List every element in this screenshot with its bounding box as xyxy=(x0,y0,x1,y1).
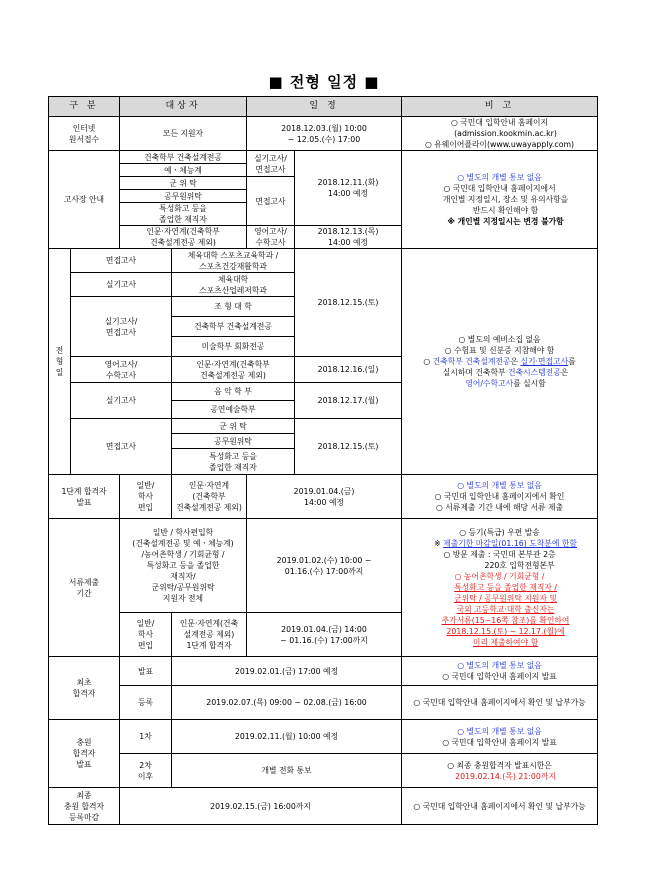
exam-notes: ○ 별도의 예비소집 없음 ○ 수험표 및 신분증 지참해야 함 ○ 건축학부 건축설계전공은 실기·면접고사를 실시하며 건축학부 건축시스템전공은 영어/수학고사를 실시함 xyxy=(402,249,598,475)
documents-schedule: 2019.01.04.(금) 14:00 ~ 01.16.(수) 17:00까지 xyxy=(247,613,402,657)
application-notes: ○ 국민대 입학안내 홈페이지 (admission.kookmin.ac.kr) ○ 유웨이어플라이(www.uwayapply.com) xyxy=(402,117,598,151)
table-header-row xyxy=(49,97,598,117)
page-title: ■ 전형 일정 ■ xyxy=(268,73,380,91)
exam-target: 공무원위탁 xyxy=(172,434,295,449)
exam-type: 실기고사 xyxy=(71,383,172,419)
exam-target: 조 형 대 학 xyxy=(172,297,295,317)
documents-target: 일반 / 학사편입학 (건축설계전공 및 예ㆍ체능계) /농어촌학생 / 기회균형 / 특성화고 등을 졸업한 재직자/ 군위탁/공무원위탁 지원자 전체 xyxy=(120,519,247,613)
exam-target: 특성화고 등을 졸업한 재직자 xyxy=(172,449,295,475)
venue-type: 면접고사 xyxy=(247,177,295,226)
exam-target: 체육대학 스포츠교육학과 / 스포츠건강재활학과 xyxy=(172,249,295,273)
additional-type: 2차 이후 xyxy=(120,754,172,788)
exam-type: 실기고사/ 면접고사 xyxy=(71,297,172,357)
final-notes: ○ 별도의 개별 통보 없음 ○ 국민대 입학안내 홈페이지 발표 xyxy=(402,657,598,686)
venue-target: 건축학부 건축설계전공 xyxy=(120,151,247,164)
exam-type: 영어고사/ 수학고사 xyxy=(71,357,172,383)
exam-target: 인문·자연계(건축학부 건축설계전공 제외) xyxy=(172,357,295,383)
table-row-final xyxy=(49,657,598,686)
application-schedule: 2018.12.03.(월) 10:00 ~ 12.05.(수) 17:00 xyxy=(247,117,402,151)
header-schedule: 일 정 xyxy=(247,97,402,117)
table-row-deadline xyxy=(49,788,598,825)
table-row-final xyxy=(49,686,598,720)
venue-target: 인문·자연계(건축학부 건축설계전공 제외) xyxy=(120,226,247,249)
additional-schedule: 개별 전화 통보 xyxy=(172,754,402,788)
exam-type: 실기고사 xyxy=(71,273,172,297)
exam-target: 음 악 학 부 xyxy=(172,383,295,401)
stage1-type: 일반/ 학사 편입 xyxy=(120,475,172,519)
final-category: 최초 합격자 xyxy=(49,657,120,720)
documents-schedule: 2019.01.02.(수) 10:00 ~ 01.16.(수) 17:00까지 xyxy=(247,519,402,613)
exam-target: 미술학부 회화전공 xyxy=(172,337,295,357)
deadline-notes: ○ 국민대 입학안내 홈페이지에서 확인 및 납부가능 xyxy=(402,788,598,825)
exam-schedule: 2018.12.15.(토) xyxy=(295,419,402,475)
venue-type: 영어고사/ 수학고사 xyxy=(247,226,295,249)
application-category: 인터넷 원서접수 xyxy=(49,117,120,151)
table-row-application xyxy=(49,117,598,151)
final-schedule: 2019.02.01.(금) 17:00 예정 xyxy=(172,657,402,686)
header-target: 대상자 xyxy=(120,97,247,117)
venue-target: 공무원위탁 xyxy=(120,190,247,203)
exam-schedule: 2018.12.15.(토) xyxy=(295,249,402,357)
header-category: 구 분 xyxy=(49,97,120,117)
venue-schedule: 2018.12.11.(화) 14:00 예정 xyxy=(295,151,402,226)
final-schedule: 2019.02.07.(목) 09:00 ~ 02.08.(금) 16:00 xyxy=(172,686,402,720)
exam-type: 면접고사 xyxy=(71,249,172,273)
stage1-category: 1단계 합격자 발표 xyxy=(49,475,120,519)
venue-target: 군 위 탁 xyxy=(120,177,247,190)
venue-schedule: 2018.12.13.(목) 14:00 예정 xyxy=(295,226,402,249)
additional-notes: ○ 별도의 개별 통보 없음 ○ 국민대 입학안내 홈페이지 발표 xyxy=(402,720,598,754)
exam-target: 체육대학 스포츠산업레저학과 xyxy=(172,273,295,297)
exam-target: 공연예술학부 xyxy=(172,401,295,419)
exam-type: 면접고사 xyxy=(71,419,172,475)
additional-schedule: 2019.02.11.(월) 10:00 예정 xyxy=(172,720,402,754)
deadline-schedule: 2019.02.15.(금) 16:00까지 xyxy=(120,788,402,825)
stage1-notes: ○ 별도의 개별 통보 없음 ○ 국민대 입학안내 홈페이지에서 확인 ○ 서류제출 기간 내에 해당 서류 제출 xyxy=(402,475,598,519)
stage1-schedule: 2019.01.04.(금) 14:00 예정 xyxy=(247,475,402,519)
exam-target: 건축학부 건축설계전공 xyxy=(172,317,295,337)
table-row-additional xyxy=(49,754,598,788)
table-row-stage1 xyxy=(49,475,598,519)
exam-schedule: 2018.12.17.(월) xyxy=(295,383,402,419)
stage1-target: 인문·자연계 (건축학부 건축설계전공 제외) xyxy=(172,475,247,519)
application-target: 모든 지원자 xyxy=(120,117,247,151)
table-row-documents xyxy=(49,519,598,613)
schedule-table xyxy=(48,96,598,825)
documents-target: 인문·자연계(건축 설계전공 제외) 1단계 합격자 xyxy=(172,613,247,657)
header-notes: 비 고 xyxy=(402,97,598,117)
venue-category: 고사장 안내 xyxy=(49,151,120,249)
additional-notes: ○ 최종 충원합격자 발표시한은 2019.02.14.(목) 21:00까지 xyxy=(402,754,598,788)
venue-target: 예ㆍ체능계 xyxy=(120,164,247,177)
table-row-exam xyxy=(49,249,598,273)
final-type: 등록 xyxy=(120,686,172,720)
table-row-venue xyxy=(49,151,598,164)
venue-notes: ○ 별도의 개별 통보 없음 ○ 국민대 입학안내 홈페이지에서 개인별 지정일시, 장소 및 유의사항을 반드시 확인해야 함 ※ 개인별 지정일시는 변경 불가함 xyxy=(402,151,598,249)
additional-category: 충원 합격자 발표 xyxy=(49,720,120,788)
exam-schedule: 2018.12.16.(일) xyxy=(295,357,402,383)
venue-target: 특성화고 등을 졸업한 재직자 xyxy=(120,203,247,226)
additional-type: 1차 xyxy=(120,720,172,754)
venue-type: 실기고사/ 면접고사 xyxy=(247,151,295,177)
documents-type: 일반/ 학사 편입 xyxy=(120,613,172,657)
deadline-category: 최종 충원 합격자 등록마감 xyxy=(49,788,120,825)
exam-target: 군 위 탁 xyxy=(172,419,295,434)
documents-notes: ○ 등기(특급) 우편 발송 ※ 제출기한 마감일(01.16) 도착분에 한함 ○ 방문 제출 : 국민대 본부관 2층 220호 입학전형본부 ○ 농어촌학생 / 기회균형 / 특성화고 등을 졸업한 재직자 / 군위탁 / 공무원위탁 지원자 및 국외 고등학교·대학 출신자는 추가서류(15~16쪽 참조)를 확인하여 2018.12.15.(토) ~ 12.17.(월)에 미리 제출하여야 함 xyxy=(402,519,598,657)
final-notes: ○ 국민대 입학안내 홈페이지에서 확인 및 납부가능 xyxy=(402,686,598,720)
documents-category: 서류제출 기간 xyxy=(49,519,120,657)
exam-category: 전 형 일 xyxy=(49,249,71,475)
table-row-additional xyxy=(49,720,598,754)
final-type: 발표 xyxy=(120,657,172,686)
